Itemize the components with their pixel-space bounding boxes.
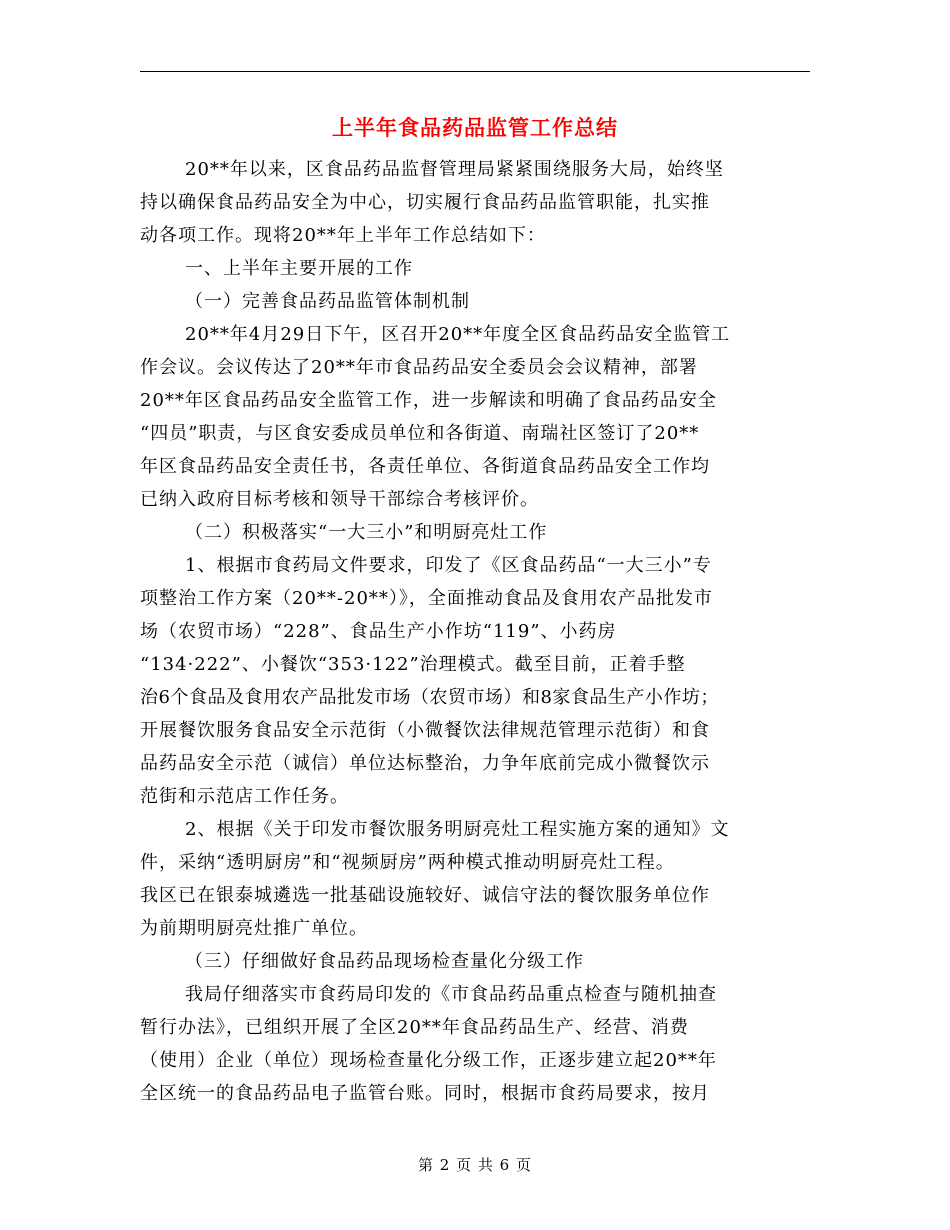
body-line: 项整治工作方案（20**-20**）》，全面推动食品及食用农产品批发市: [140, 588, 713, 609]
body-line: 治6个食品及食用农产品批发市场（农贸市场）和8家食品生产小作坊；: [140, 687, 719, 708]
body-line: （使用）企业（单位）现场检查量化分级工作，正逐步建立起20**年: [140, 1050, 717, 1071]
body-line: 2、根据《关于印发市餐饮服务明厨亮灶工程实施方案的通知》文: [185, 819, 730, 840]
subsection-heading: （一）完善食品药品监管体制机制: [185, 291, 470, 312]
section-heading: 一、上半年主要开展的工作: [185, 258, 413, 279]
body-line: 开展餐饮服务食品安全示范街（小微餐饮法律规范管理示范街）和食: [140, 720, 710, 741]
body-line: “134·222”、小餐饮“353·122”治理模式。截至目前，正着手整: [140, 654, 686, 675]
body-line: 动各项工作。现将20**年上半年工作总结如下：: [140, 225, 546, 246]
body-line: “四员”职责，与区食安委成员单位和各街道、南瑞社区签订了20**: [140, 423, 700, 444]
body-line: 我局仔细落实市食药局印发的《市食品药品重点检查与随机抽查: [185, 984, 717, 1005]
body-line: 范街和示范店工作任务。: [140, 786, 349, 807]
body-line: 品药品安全示范（诚信）单位达标整治，力争年底前完成小微餐饮示: [140, 753, 710, 774]
body-line: 场（农贸市场）“228”、食品生产小作坊“119”、小药房: [140, 621, 617, 642]
body-line: 为前期明厨亮灶推广单位。: [140, 918, 368, 939]
body-line: 20**年以来，区食品药品监督管理局紧紧围绕服务大局，始终坚: [185, 159, 724, 180]
body-line: 件，采纳“透明厨房”和“视频厨房”两种模式推动明厨亮灶工程。: [140, 852, 675, 873]
body-line: 我区已在银泰城遴选一批基础设施较好、诚信守法的餐饮服务单位作: [140, 885, 710, 906]
body-line: 持以确保食品药品安全为中心，切实履行食品药品监管职能，扎实推: [140, 192, 710, 213]
body-line: 作会议。会议传达了20**年市食品药品安全委员会会议精神，部署: [140, 357, 698, 378]
subsection-heading: （三）仔细做好食品药品现场检查量化分级工作: [185, 951, 584, 972]
header-rule: [140, 71, 810, 72]
subsection-heading: （二）积极落实“一大三小”和明厨亮灶工作: [185, 522, 548, 543]
body-line: 已纳入政府目标考核和领导干部综合考核评价。: [140, 489, 539, 510]
body-line: 全区统一的食品药品电子监管台账。同时，根据市食药局要求，按月: [140, 1083, 710, 1104]
document-title: 上半年食品药品监管工作总结: [332, 115, 618, 140]
body-line: 20**年4月29日下午，区召开20**年度全区食品药品安全监管工: [185, 324, 731, 345]
page-footer: 第 2 页 共 6 页: [418, 1156, 532, 1174]
body-line: 暂行办法》，已组织开展了全区20**年食品药品生产、经营、消费: [140, 1017, 689, 1038]
body-line: 年区食品药品安全责任书，各责任单位、各街道食品药品安全工作均: [140, 456, 710, 477]
body-line: 1、根据市食药局文件要求，印发了《区食品药品“一大三小”专: [185, 555, 712, 576]
body-line: 20**年区食品药品安全监管工作，进一步解读和明确了食品药品安全: [140, 390, 717, 411]
